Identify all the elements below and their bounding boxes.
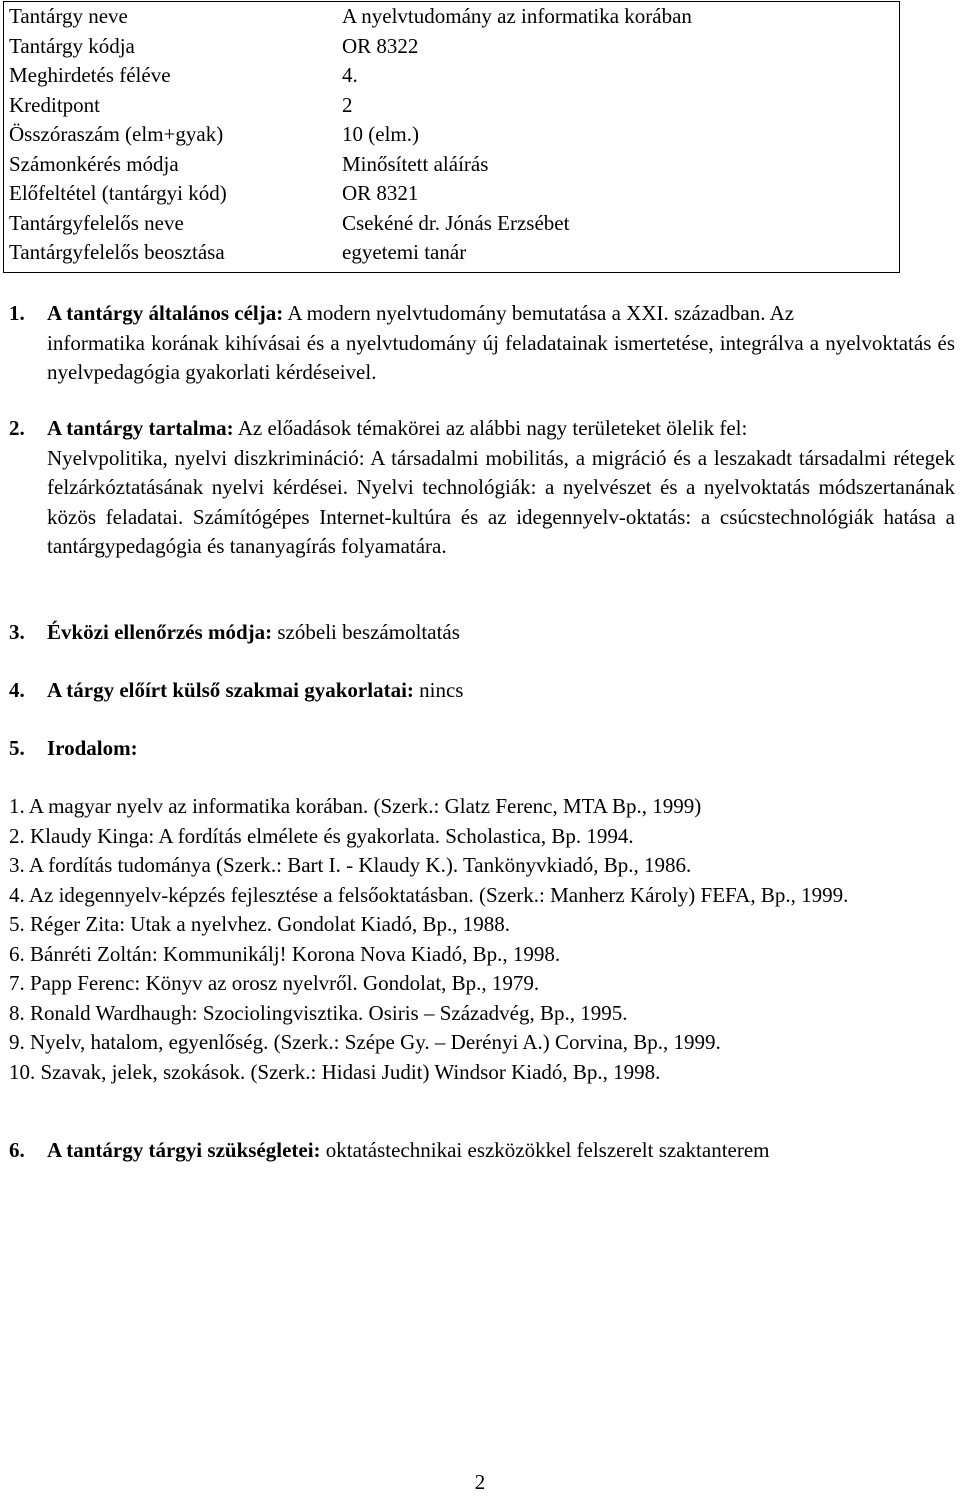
section-heading: A tantárgy tárgyi szükségletei: [47, 1138, 321, 1162]
section-text: szóbeli beszámoltatás [272, 620, 460, 644]
list-item: 10. Szavak, jelek, szokások. (Szerk.: Hidasi Judit) Windsor Kiadó, Bp., 1998. [9, 1059, 661, 1084]
section-first-line [9, 299, 955, 329]
table-row [4, 179, 900, 209]
info-value: 2 [342, 92, 353, 117]
section-text-rest: informatika korának kihívásai és a nyelvtudomány új feladatainak ismertetése, integrálva a nyelvoktatás és nyelvpedagógia gyakorlati kérdéseivel. [47, 330, 955, 384]
list-item: 3. A fordítás tudománya (Szerk.: Bart I. - Klaudy K.). Tankönyvkiadó, Bp., 1986. [9, 853, 692, 877]
section-number: 2. [9, 416, 25, 440]
section-content [9, 414, 955, 562]
info-value: A nyelvtudomány az informatika korában [342, 4, 692, 28]
table-row [4, 150, 900, 180]
info-value: Csekéné dr. Jónás Erzsébet [342, 210, 570, 235]
section-requirements [9, 1136, 955, 1166]
list-item: 1. A magyar nyelv az informatika korában. (Szerk.: Glatz Ferenc, MTA Bp., 1999) [9, 794, 702, 818]
section-text: Az előadások témakörei az alábbi nagy területeket ölelik fel: [233, 416, 748, 440]
info-key: Tantárgy kódja [9, 33, 135, 58]
section-text-rest: Nyelvpolitika, nyelvi diszkrimináció: A társadalmi mobilitás, a migráció és a leszakadt társadalmi rétegek felzárkóztatásának nyelvi kérdései. Nyelvi technológiák: a nyelvészet és a nyelvoktatás módszertanának közös feladatai. Számítógépes Internet-kultúra és az idegennyelv-oktatás: a csúcstechnológiák hatása a tantárgypedagógia és tananyagírás folyamatára. [47, 445, 955, 558]
section-number: 5. [9, 736, 25, 760]
section-general-goal [9, 299, 955, 388]
list-item: 4. Az idegennyelv-képzés fejlesztése a felsőoktatásban. (Szerk.: Manherz Károly) FEFA, Bp., 1999. [9, 882, 849, 907]
info-value: egyetemi tanár [342, 240, 467, 264]
section-number: 3. [9, 620, 25, 644]
list-item: 9. Nyelv, hatalom, egyenlőség. (Szerk.: Szépe Gy. – Derényi A.) Corvina, Bp., 1999. [9, 1030, 721, 1054]
literature-list [9, 792, 955, 1087]
list-item: 8. Ronald Wardhaugh: Szociolingvisztika. Osiris – Századvég, Bp., 1995. [9, 1000, 628, 1025]
section-heading: A tárgy előírt külső szakmai gyakorlatai: [47, 678, 414, 702]
section-heading: A tantárgy általános célja: [47, 301, 284, 325]
table-row [4, 209, 900, 239]
list-item: 2. Klaudy Kinga: A fordítás elmélete és gyakorlata. Scholastica, Bp. 1994. [9, 823, 634, 848]
section-heading: Évközi ellenőrzés módja: [47, 620, 273, 644]
table-row [4, 2, 900, 32]
section-text: oktatástechnikai eszközökkel felszerelt szaktanterem [320, 1138, 770, 1162]
info-key: Tantárgyfelelős neve [9, 210, 184, 235]
info-value: 10 (elm.) [342, 122, 419, 146]
section-line [9, 734, 955, 764]
section-heading: Irodalom: [47, 736, 138, 760]
info-value: OR 8321 [342, 181, 419, 205]
section-number: 4. [9, 678, 25, 702]
table-row [4, 91, 900, 121]
info-key: Előfeltétel (tantárgyi kód) [9, 181, 227, 205]
info-key: Számonkérés módja [9, 151, 179, 176]
info-value: Minősített aláírás [342, 151, 489, 176]
section-heading: A tantárgy tartalma: [47, 416, 234, 440]
info-key: Tantárgy neve [9, 4, 128, 28]
table-row [4, 32, 900, 62]
section-line [9, 1136, 955, 1166]
section-number: 1. [9, 301, 25, 325]
section-practice [9, 676, 955, 706]
list-item: 6. Bánréti Zoltán: Kommunikálj! Korona Nova Kiadó, Bp., 1998. [9, 941, 561, 966]
section-number: 6. [9, 1138, 25, 1162]
section-first-line [9, 414, 955, 444]
section-line [9, 676, 955, 706]
course-info-table [3, 1, 900, 273]
list-item: 7. Papp Ferenc: Könyv az orosz nyelvről. Gondolat, Bp., 1979. [9, 971, 540, 995]
info-value: OR 8322 [342, 33, 419, 58]
section-text: nincs [413, 678, 464, 702]
info-key: Összóraszám (elm+gyak) [9, 122, 224, 146]
info-key: Tantárgyfelelős beosztása [9, 240, 225, 264]
info-key: Kreditpont [9, 92, 100, 117]
section-text: A modern nyelvtudomány bemutatása a XXI. században. Az [283, 301, 795, 325]
table-row [4, 238, 900, 272]
page-number: 2 [474, 1470, 486, 1494]
table-row [4, 120, 900, 150]
info-value: 4. [342, 63, 358, 87]
info-key: Meghirdetés féléve [9, 63, 171, 87]
table-row [4, 61, 900, 91]
section-assessment [9, 618, 955, 648]
section-literature-heading [9, 734, 955, 764]
section-line [9, 618, 955, 648]
list-item: 5. Réger Zita: Utak a nyelvhez. Gondolat Kiadó, Bp., 1988. [9, 912, 510, 936]
